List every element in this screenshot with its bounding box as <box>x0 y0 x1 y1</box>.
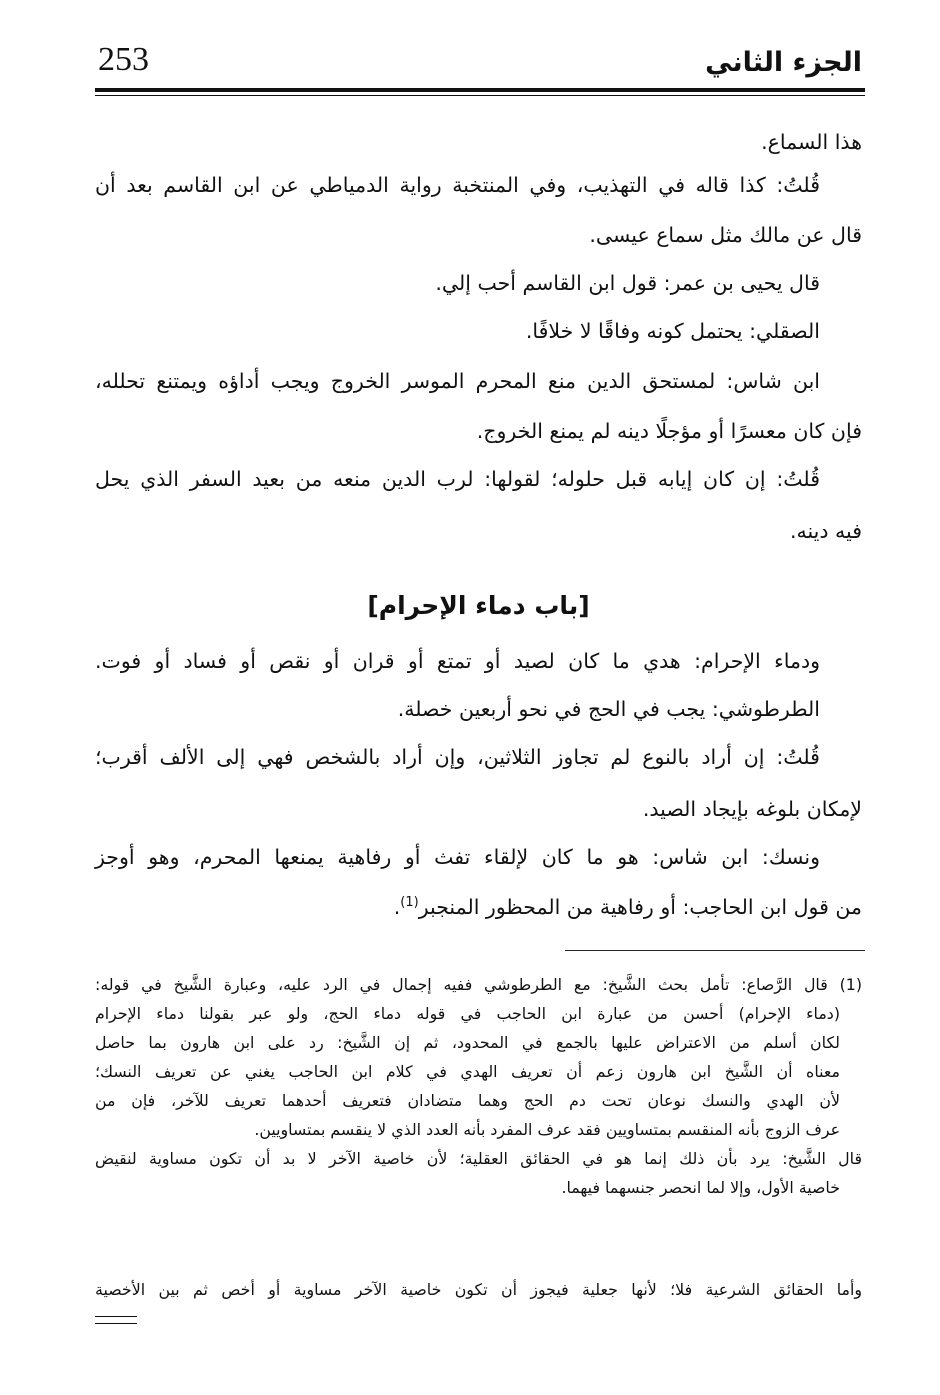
footnote-line: قال الشَّيخ: يرد بأن ذلك إنما هو في الحقائق العقلية؛ لأن خاصية الآخر لا بد أن تكون مساوية لنقيض <box>95 1149 862 1168</box>
footnote-line: وأما الحقائق الشرعية فلا؛ لأنها جعلية فيجوز أن تكون خاصية الآخر مساوية أو أخص ثم بين الأخصية <box>95 1280 862 1299</box>
body-line: هذا السماع. <box>761 130 862 154</box>
section-line-last: من قول ابن الحاجب: أو رفاهية من المحظور المنجبر$^{(1)}$. <box>393 895 862 919</box>
footnote-line: لكان أسلم من الاعتراض عليها بالجمع في المحدود، ثم إن الشَّيخ: رد على ابن هارون بما حاصل <box>95 1033 840 1052</box>
page-number: 253 <box>98 41 149 78</box>
body-line: فيه دينه. <box>789 519 862 543</box>
body-line: قُلتُ: كذا قاله في التهذيب، وفي المنتخبة رواية الدمياطي عن ابن القاسم بعد أن <box>95 173 820 197</box>
section-line: قُلتُ: إن أراد بالنوع لم تجاوز الثلاثين، وإن أراد بالشخص فهي إلى الألف أقرب؛ <box>95 745 820 769</box>
body-line: قُلتُ: إن كان إيابه قبل حلوله؛ لقولها: لرب الدين منعه من بعيد السفر الذي يحل <box>95 467 820 491</box>
body-line: قال يحيى بن عمر: قول ابن القاسم أحب إلي. <box>435 271 820 295</box>
footnote-line: (1) قال الرَّصاع: تأمل بحث الشَّيخ: مع الطرطوشي ففيه إجمال في الرد عليه، وعبارة الشَّيخ في قوله: <box>95 975 862 994</box>
running-title: الجزء الثاني <box>705 47 862 78</box>
section-heading: [باب دماء الإحرام] <box>367 591 590 620</box>
body-line: ابن شاس: لمستحق الدين منع المحرم الموسر الخروج ويجب أداؤه ويمتنع تحلله، <box>95 369 820 393</box>
section-line-text: من قول ابن الحاجب: أو رفاهية من المحظور المنجبر <box>418 895 862 919</box>
continuation-mark <box>95 1316 137 1324</box>
body-line: فإن كان معسرًا أو مؤجلًا دينه لم يمنع الخروج. <box>476 419 862 443</box>
footnote-line: عرف الزوج بأنه المنقسم بمتساويين فقد عرف المفرد بأنه العدد الذي لا ينقسم بمتساويين. <box>254 1120 840 1139</box>
body-line: الصقلي: يحتمل كونه وفاقًا لا خلافًا. <box>525 319 820 343</box>
section-line: لإمكان بلوغه بإيجاد الصيد. <box>642 797 862 821</box>
footnote-separator <box>565 950 865 951</box>
section-line: ونسك: ابن شاس: هو ما كان لإلقاء تفث أو رفاهية يمنعها المحرم، وهو أوجز <box>95 845 820 869</box>
section-line: ودماء الإحرام: هدي ما كان لصيد أو تمتع أو قران أو نقص أو فساد أو فوت. <box>95 649 820 673</box>
footnote-line: خاصية الأول، وإلا لما انحصر جنسهما فيهما. <box>561 1178 840 1197</box>
footnote-reference[interactable]: (1) <box>400 895 419 911</box>
footnote-line: (دماء الإحرام) أحسن من عبارة ابن الحاجب في قوله دماء الحج، ولو عبر بقولنا دماء الإحرام <box>95 1004 840 1023</box>
footnote-line: معناه أن الشَّيخ ابن هارون زعم أن تعريف الهدي في كلام ابن الحاجب يغني عن تعريف النسك؛ <box>95 1062 840 1081</box>
section-line: الطرطوشي: يجب في الحج في نحو أربعين خصلة. <box>397 697 820 721</box>
footnote-line: لأن الهدي والنسك نوعان تحت دم الحج وهما متضادان فتعريف أحدهما تعريف للآخر، فإن من <box>95 1091 840 1110</box>
header-rule-thin <box>95 95 865 96</box>
body-line: قال عن مالك مثل سماع عيسى. <box>589 223 862 247</box>
header-rule-thick <box>95 88 865 92</box>
